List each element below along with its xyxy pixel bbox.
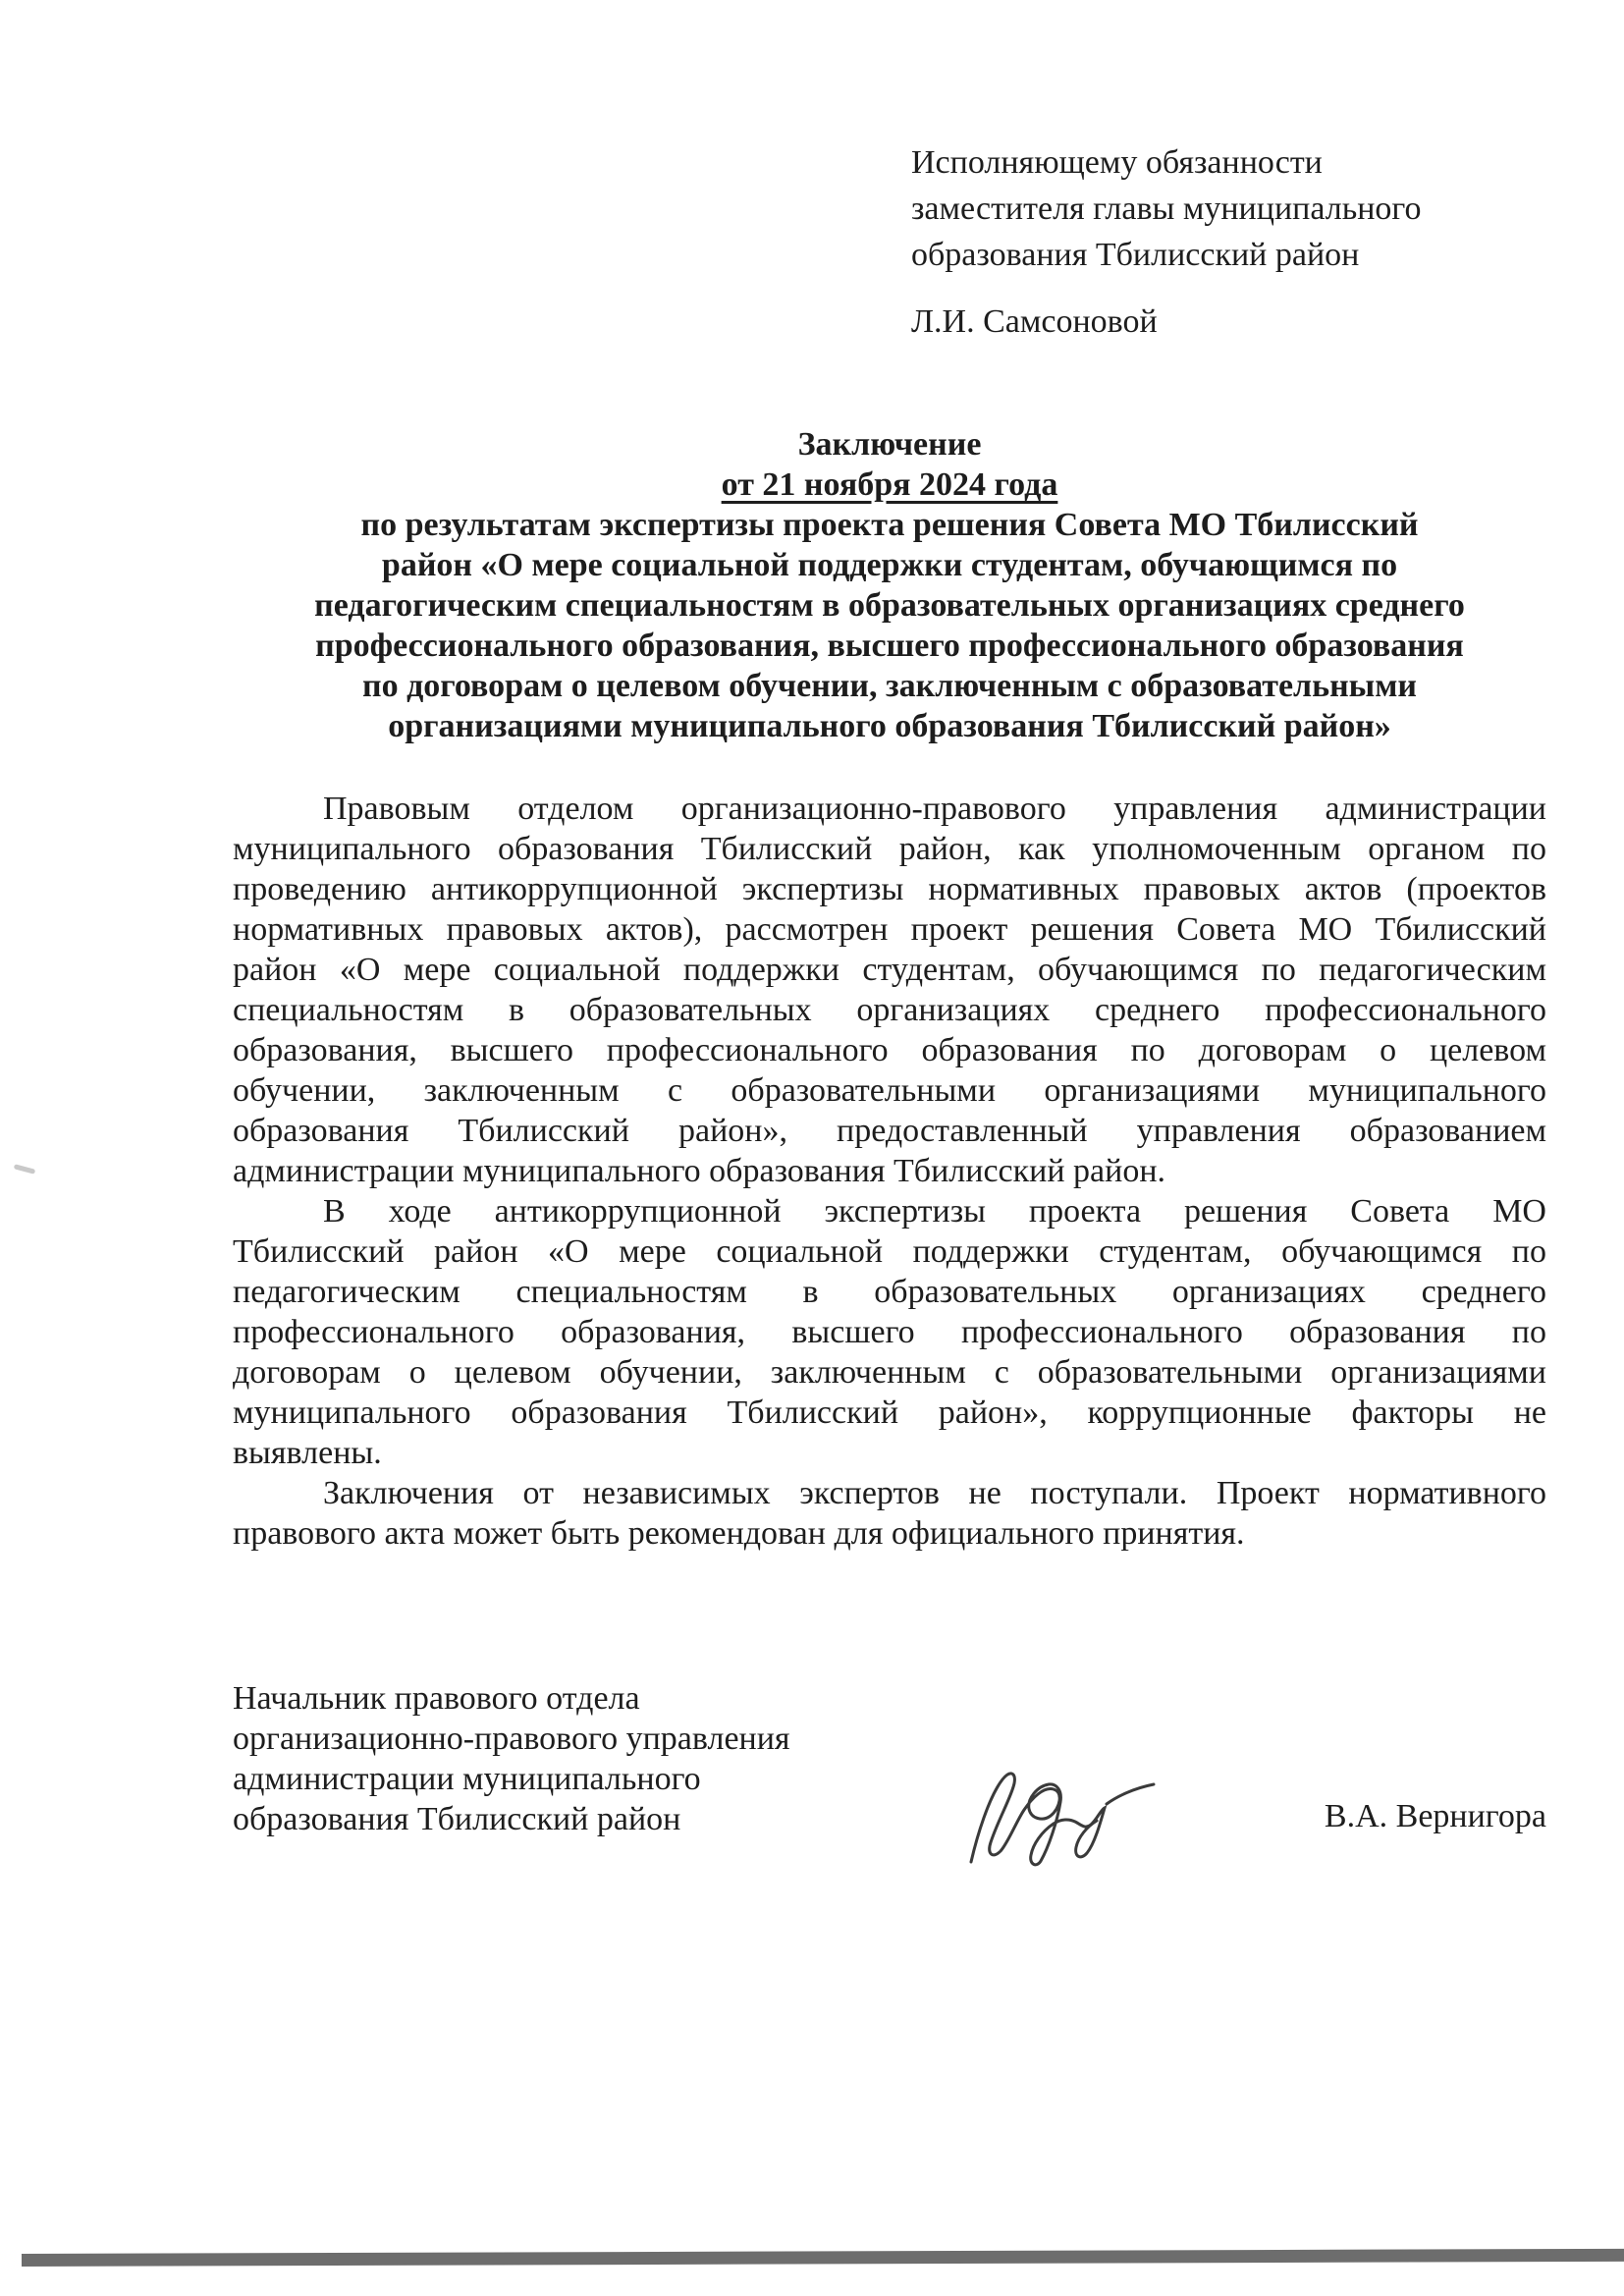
- addressee-block: [911, 139, 1422, 278]
- paragraph-1-line: администрации муниципального образования Тбилисский район.: [233, 1153, 1166, 1189]
- signer-position-line: Начальник правового отдела: [233, 1680, 640, 1717]
- paragraph-1-line: образования, высшего профессионального образования по договорам о целевом: [233, 1032, 1546, 1068]
- title-subject-line: по договорам о целевом обучении, заключенным с образовательными: [362, 668, 1417, 704]
- paragraph-1-line: нормативных правовых актов), рассмотрен проект решения Совета МО Тбилисский: [233, 911, 1546, 948]
- title-subject-line: район «О мере социальной поддержки студентам, обучающимся по: [381, 547, 1398, 583]
- title-subject-line: педагогическим специальностям в образовательных организациях среднего: [314, 587, 1465, 624]
- paragraph-3-line: Заключения от независимых экспертов не поступали. Проект нормативного: [323, 1475, 1546, 1511]
- signer-position-line: образования Тбилисский район: [233, 1801, 681, 1837]
- document-title: Заключение: [797, 426, 982, 463]
- body-text: [233, 789, 1546, 1554]
- paragraph-2-line: Тбилисский район «О мере социальной поддержки студентам, обучающимся по: [233, 1233, 1546, 1270]
- paragraph-2-line: муниципального образования Тбилисский район», коррупционные факторы не: [233, 1394, 1546, 1431]
- paragraph-1-line: обучении, заключенным с образовательными организациями муниципального: [233, 1072, 1546, 1109]
- recipient-name: Л.И. Самсоновой: [911, 303, 1158, 340]
- paragraph-1-line: образования Тбилисский район», предоставленный управления образованием: [233, 1113, 1546, 1149]
- title-subject-line: организациями муниципального образования Тбилисский район»: [388, 708, 1391, 744]
- paragraph-2-line: В ходе антикоррупционной экспертизы проекта решения Совета МО: [323, 1193, 1546, 1230]
- document-date: от 21 ноября 2024 года: [721, 466, 1058, 503]
- handwritten-signature: [957, 1760, 1168, 1878]
- paragraph-2-line: профессионального образования, высшего профессионального образования по: [233, 1314, 1546, 1350]
- addressee-line: Исполняющему обязанности: [911, 144, 1323, 181]
- signer-position-line: администрации муниципального: [233, 1761, 701, 1797]
- addressee-line: образования Тбилисский район: [911, 237, 1360, 273]
- paragraph-2-line: выявлены.: [233, 1435, 382, 1471]
- signer-position-block: [233, 1678, 790, 1839]
- title-subject-line: по результатам экспертизы проекта решения Совета МО Тбилисский: [360, 507, 1419, 543]
- signer-name: В.А. Вернигора: [1324, 1798, 1546, 1834]
- signer-position-line: организационно-правового управления: [233, 1721, 790, 1757]
- paragraph-1-line: район «О мере социальной поддержки студентам, обучающимся по педагогическим: [233, 952, 1546, 988]
- paragraph-2-line: договорам о целевом обучении, заключенным с образовательными организациями: [233, 1354, 1546, 1391]
- paragraph-2-line: педагогическим специальностям в образовательных организациях среднего: [233, 1274, 1546, 1310]
- paragraph-1-line: специальностям в образовательных организациях среднего профессионального: [233, 992, 1546, 1028]
- paragraph-1-line: проведению антикоррупционной экспертизы нормативных правовых актов (проектов: [233, 871, 1546, 907]
- paragraph-1-line: Правовым отделом организационно-правового управления администрации: [323, 791, 1546, 827]
- scan-artifact-mark: [14, 1164, 36, 1175]
- title-subject-line: профессионального образования, высшего профессионального образования: [315, 628, 1464, 664]
- paragraph-3-line: правового акта может быть рекомендован для официального принятия.: [233, 1515, 1245, 1552]
- paragraph-1-line: муниципального образования Тбилисский район, как уполномоченным органом по: [233, 831, 1546, 867]
- addressee-line: заместителя главы муниципального: [911, 191, 1422, 227]
- document-title-block: [233, 424, 1546, 746]
- scan-artifact-bar: [22, 2249, 1624, 2267]
